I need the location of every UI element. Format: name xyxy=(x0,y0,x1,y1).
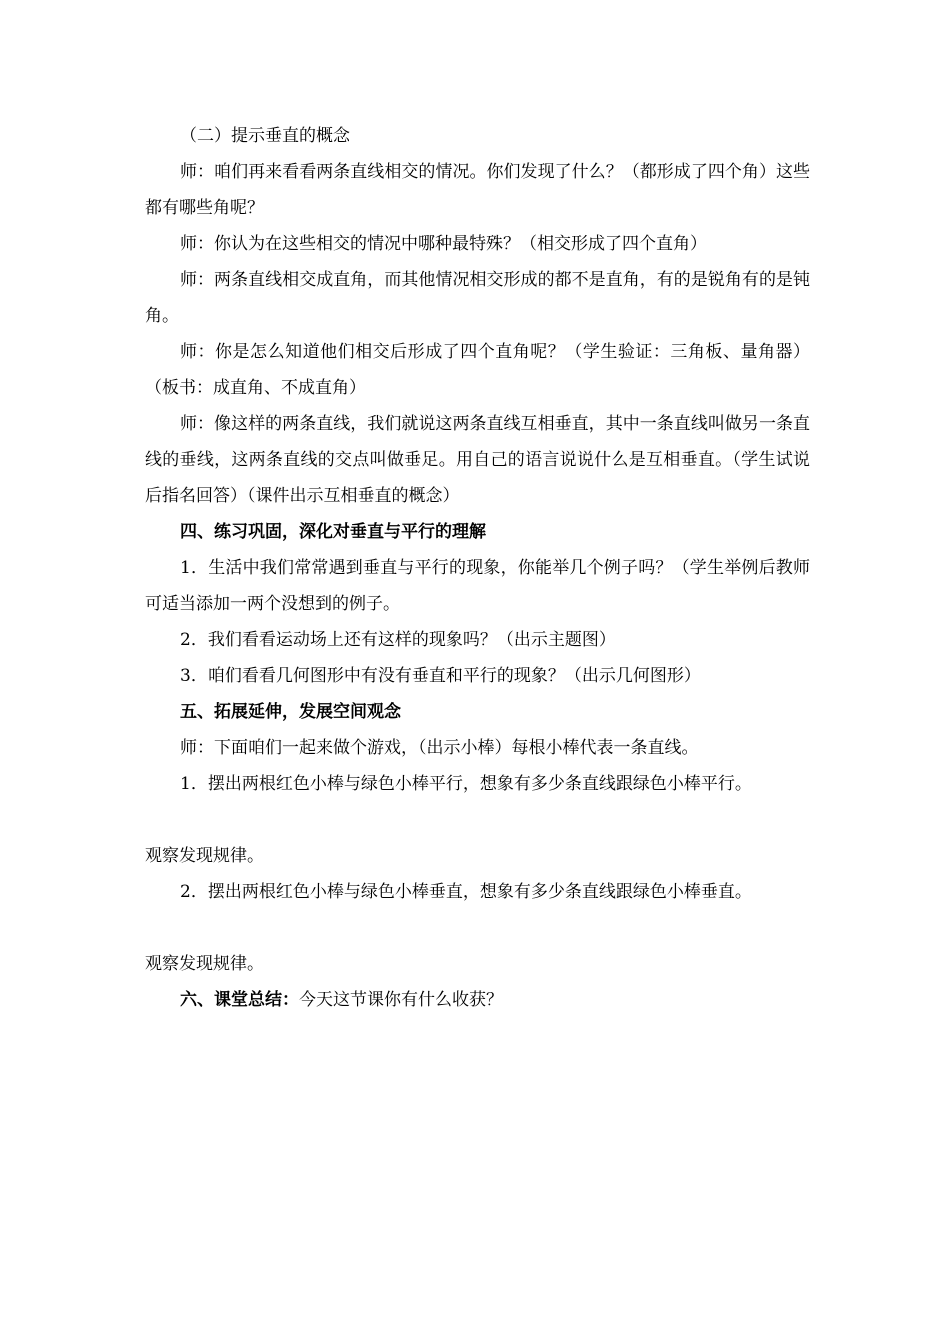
document-page xyxy=(145,118,810,1018)
paragraph: 观察发现规律。 xyxy=(145,954,264,974)
paragraph: 1．生活中我们常常遇到垂直与平行的现象，你能举几个例子吗？（学生举例后教师可适当添加一两个没想到的例子。 xyxy=(145,558,810,614)
paragraph: 师：两条直线相交成直角，而其他情况相交形成的都不是直角，有的是锐角有的是钝角。 xyxy=(145,270,810,326)
section-heading-extension: 五、拓展延伸，发展空间观念 xyxy=(180,702,401,722)
paragraph: 1．摆出两根红色小棒与绿色小棒平行，想象有多少条直线跟绿色小棒平行。 xyxy=(180,774,752,794)
section-heading-summary: 六、课堂总结： xyxy=(180,990,299,1010)
section-heading-practice: 四、练习巩固，深化对垂直与平行的理解 xyxy=(180,522,486,542)
summary-paragraph xyxy=(145,982,810,1018)
paragraph: 3．咱们看看几何图形中有没有垂直和平行的现象？（出示几何图形） xyxy=(180,666,701,686)
paragraph: 师：你认为在这些相交的情况中哪种最特殊？（相交形成了四个直角） xyxy=(180,234,707,254)
paragraph: 2．摆出两根红色小棒与绿色小棒垂直，想象有多少条直线跟绿色小棒垂直。 xyxy=(180,882,752,902)
paragraph: 师：下面咱们一起来做个游戏，（出示小棒）每根小棒代表一条直线。 xyxy=(180,738,699,758)
paragraph: 师：咱们再来看看两条直线相交的情况。你们发现了什么？（都形成了四个角）这些都有哪些角呢？ xyxy=(145,162,810,218)
section-subheading: （二）提示垂直的概念 xyxy=(180,126,350,146)
paragraph: 观察发现规律。 xyxy=(145,846,264,866)
summary-text: 今天这节课你有什么收获？ xyxy=(299,990,503,1010)
spacer xyxy=(145,802,810,838)
paragraph: 2．我们看看运动场上还有这样的现象吗？（出示主题图） xyxy=(180,630,616,650)
paragraph: 师：你是怎么知道他们相交后形成了四个直角呢？（学生验证：三角板、量角器）（板书：成直角、不成直角） xyxy=(145,342,810,398)
paragraph: 师：像这样的两条直线，我们就说这两条直线互相垂直，其中一条直线叫做另一条直线的垂线，这两条直线的交点叫做垂足。用自己的语言说说什么是互相垂直。（学生试说后指名回答）（课件出示互相垂直的概念） xyxy=(145,414,810,506)
spacer xyxy=(145,910,810,946)
